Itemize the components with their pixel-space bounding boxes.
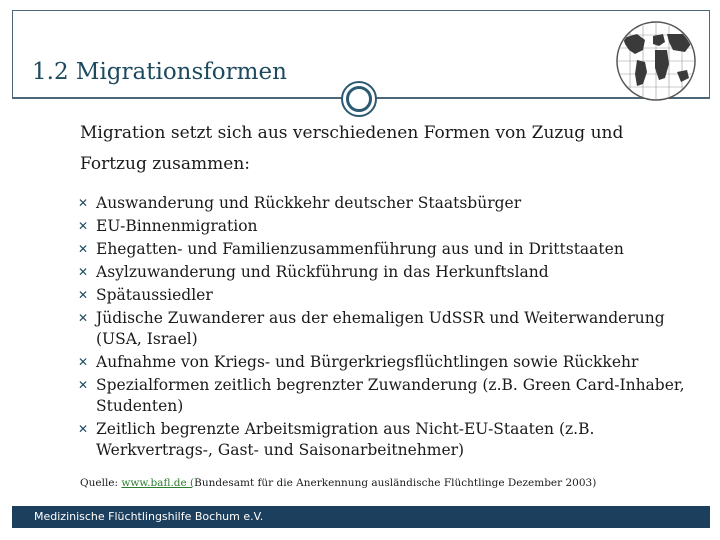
x-bullet-icon: ✕	[78, 311, 89, 325]
ring-icon	[341, 81, 377, 117]
x-bullet-icon: ✕	[78, 355, 89, 369]
intro-text: Migration setzt sich aus verschiedenen Formen von Zuzug und Fortzug zusammen:	[80, 123, 624, 174]
x-bullet-icon: ✕	[78, 196, 89, 210]
list-item: ✕ EU-Binnenmigration	[78, 217, 258, 235]
list-item: ✕ Auswanderung und Rückkehr deutscher Staatsbürger	[78, 194, 522, 212]
footer-bar	[12, 506, 710, 528]
x-bullet-icon: ✕	[78, 378, 89, 392]
x-bullet-icon: ✕	[78, 242, 89, 256]
x-bullet-icon: ✕	[78, 265, 89, 279]
source-note	[80, 477, 700, 489]
list-item: ✕ Jüdische Zuwanderer aus der ehemaligen UdSSR und Weiterwanderung (USA, Israel)	[78, 309, 665, 348]
list-item: ✕ Spätaussiedler	[78, 286, 213, 304]
x-bullet-icon: ✕	[78, 288, 89, 302]
footer-text: Medizinische Flüchtlingshilfe Bochum e.V.	[34, 510, 264, 523]
source-text: Bundesamt für die Anerkennung ausländische Flüchtlinge Dezember 2003)	[194, 477, 597, 489]
list-item: ✕ Spezialformen zeitlich begrenzter Zuwanderung (z.B. Green Card-Inhaber, Studenten)	[78, 376, 685, 415]
list-item: ✕ Zeitlich begrenzte Arbeitsmigration aus Nicht-EU-Staaten (z.B. Werkvertrags-, Gast- und Saisonarbeitnehmer)	[78, 420, 595, 459]
list-item: ✕ Aufnahme von Kriegs- und Bürgerkriegsflüchtlingen sowie Rückkehr	[78, 353, 639, 371]
x-bullet-icon: ✕	[78, 219, 89, 233]
globe-icon	[615, 20, 697, 102]
list-item: ✕ Asylzuwanderung und Rückführung in das Herkunftsland	[78, 263, 549, 281]
page-title: 1.2 Migrationsformen	[32, 59, 287, 85]
migration-forms-list	[78, 193, 698, 463]
x-bullet-icon: ✕	[78, 422, 89, 436]
list-item: ✕ Ehegatten- und Familienzusammenführung aus und in Drittstaaten	[78, 240, 624, 258]
source-label: Quelle:	[80, 477, 119, 489]
source-link[interactable]: www.bafl.de (	[121, 477, 195, 489]
